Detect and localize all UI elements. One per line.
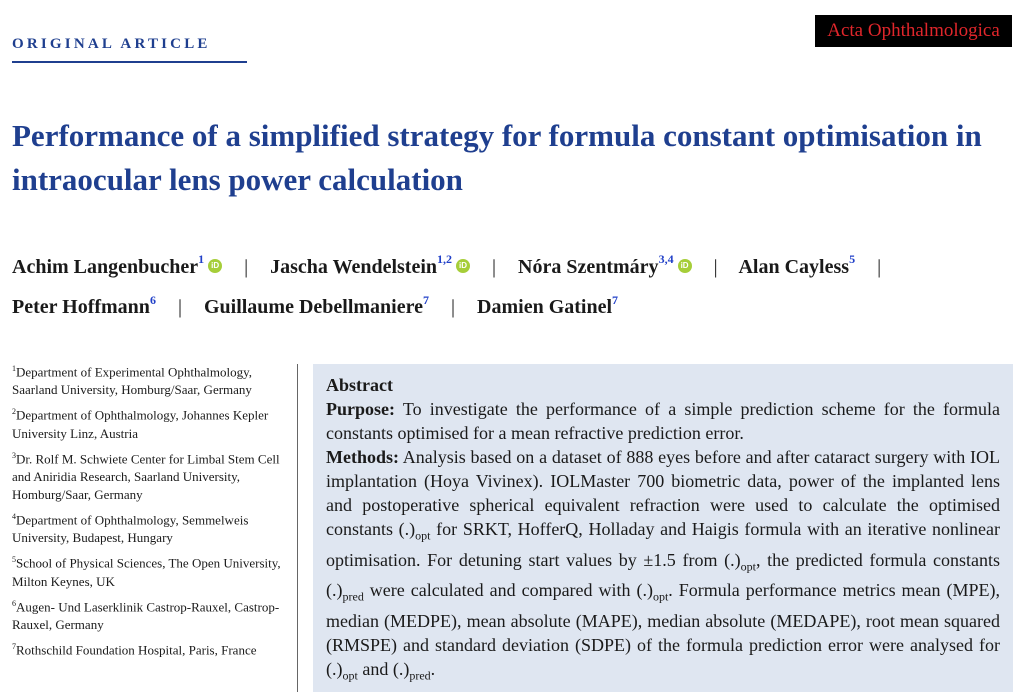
affiliation: $^6$Augen- Und Laserklinik Castrop-Rauxel, Castrop-Rauxel, Germany (12, 598, 280, 632)
affiliation: $^4$Department of Ophthalmology, Semmelweis University, Budapest, Hungary (12, 511, 249, 546)
author-separator: | (877, 255, 882, 278)
abstract (326, 373, 1000, 687)
author[interactable]: Peter Hoffmann$^6$ (12, 292, 156, 319)
column-divider (297, 364, 298, 692)
author[interactable]: Nóra Szentmáry$^{3,4}$ (518, 252, 674, 278)
author-separator: | (177, 296, 182, 319)
author[interactable]: Alan Cayless$^5$ (738, 252, 856, 278)
section-label: ORIGINAL ARTICLE (12, 36, 211, 52)
affiliation: $^2$Department of Ophthalmology, Johannes Kepler University Linz, Austria (12, 407, 269, 441)
author[interactable]: Guillaume Debellmaniere$^7$ (203, 292, 430, 319)
author-separator: | (244, 255, 249, 278)
author-line-1 (12, 244, 1022, 285)
author-line-2 (12, 285, 1022, 326)
journal-logo: Acta Ophthalmologica (815, 15, 1012, 47)
abstract-purpose: Purpose: To investigate the performance of a simple prediction scheme for the formula constants optimised for a mean refractive prediction error. (326, 399, 1000, 443)
author-separator: | (713, 255, 718, 278)
article-title: Performance of a simplified strategy for formula constant optimisation in intraocular lens power calculation (12, 118, 982, 197)
author[interactable]: Achim Langenbucher$^1$ (12, 252, 205, 278)
orcid-icon[interactable]: iD (456, 259, 470, 273)
affiliation: $^1$Department of Experimental Ophthalmology, Saarland University, Homburg/Saar, Germany (12, 364, 252, 398)
author-separator: | (451, 296, 456, 319)
author[interactable]: Jascha Wendelstein$^{1,2}$ (270, 252, 453, 278)
orcid-icon[interactable]: iD (678, 259, 692, 273)
orcid-icon[interactable]: iD (208, 259, 222, 273)
author-separator: | (492, 255, 497, 278)
affiliations (12, 360, 292, 663)
section-underline (12, 61, 247, 63)
abstract-methods: Methods: Analysis based on a dataset of 888 eyes before and after cataract surgery with IOL implantation (Hoya Vivinex). IOLMaster 700 biometric data, power of the implanted lens and postoperative spherical equivalent refraction were used to calculate the optimised constants $(.)_{opt}$ for SRKT, HofferQ, Holladay and Haigis formula with an iterative nonlinear optimisation. For detuning start values by ±1.5 from $(.)_{opt}$, the predicted formula constants $(.)_{pred}$ were calculated and compared with $(.)_{opt}$. Formula performance metrics mean (MPE), median (MEDPE), mean absolute (MAPE), median absolute (MEDAPE), root mean squared (RMSPE) and standard deviation (SDPE) of the formula prediction error were analysed for $(.)_{opt}$ and $(.)_{pred}$. (326, 447, 1001, 683)
affiliation: $^7$Rothschild Foundation Hospital, Paris, France (12, 641, 257, 658)
abstract-heading: Abstract (326, 375, 393, 395)
author[interactable]: Damien Gatinel$^7$ (477, 292, 619, 319)
affiliation: $^3$Dr. Rolf M. Schwiete Center for Limbal Stem Cell and Aniridia Research, Saarland University, Homburg/Saar, Germany (12, 450, 280, 502)
author-list (12, 244, 1022, 325)
affiliation: $^5$School of Physical Sciences, The Open University, Milton Keynes, UK (12, 555, 281, 589)
